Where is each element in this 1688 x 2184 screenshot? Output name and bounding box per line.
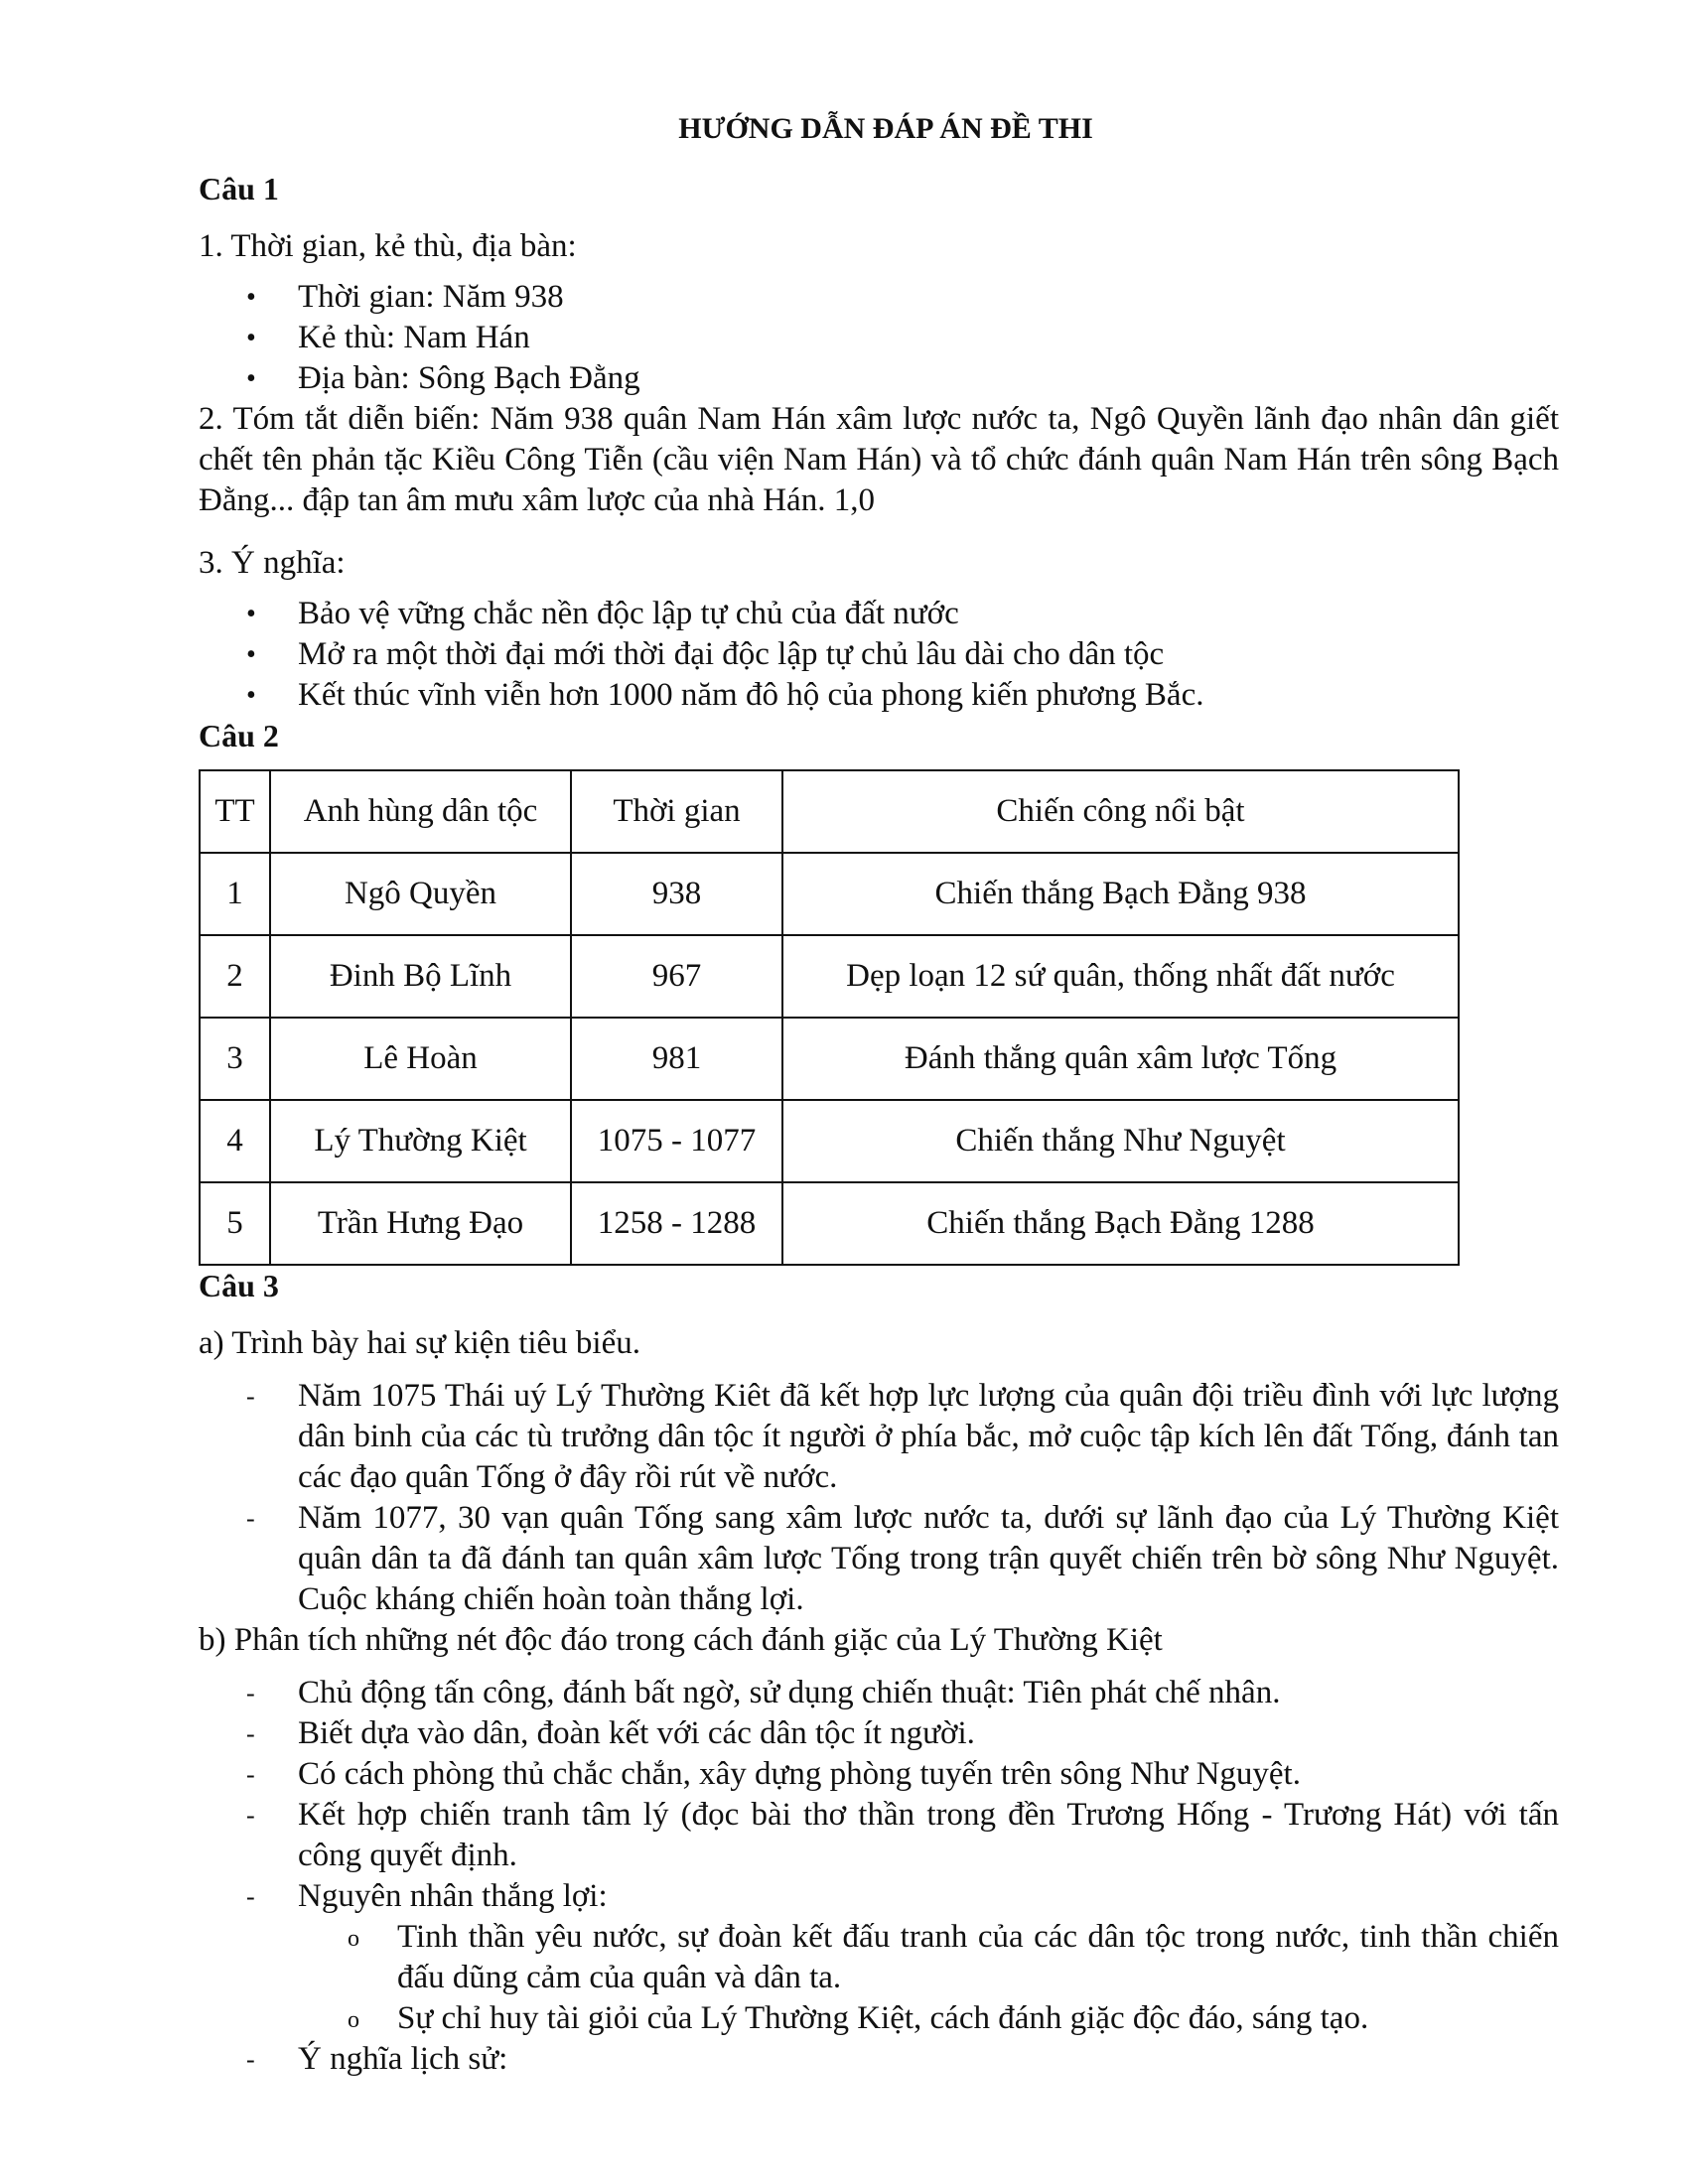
list-item: - Ý nghĩa lịch sử:	[199, 2039, 1559, 2080]
table-cell: Lê Hoàn	[270, 1018, 571, 1100]
table-header-row	[200, 770, 1459, 853]
table-cell: 967	[571, 935, 782, 1018]
q3-events-list	[199, 1376, 1559, 1620]
table-cell: Chiến thắng Bạch Đằng 938	[782, 853, 1459, 935]
table-cell: 938	[571, 853, 782, 935]
question-3-heading: Câu 3	[199, 1268, 279, 1303]
table-cell: 2	[200, 935, 270, 1018]
list-item: - Có cách phòng thủ chắc chắn, xây dựng phòng tuyến trên sông Như Nguyệt.	[199, 1754, 1559, 1795]
list-item: • Mở ra một thời đại mới thời đại độc lập tự chủ lâu dài cho dân tộc	[199, 634, 1559, 675]
q1-part1-text: 1. Thời gian, kẻ thù, địa bàn:	[199, 228, 577, 264]
q1-facts-list	[199, 277, 1559, 399]
column-header-hero: Anh hùng dân tộc	[270, 770, 571, 853]
column-header-achievement: Chiến công nổi bật	[782, 770, 1459, 853]
table-row	[200, 1182, 1459, 1265]
q1-part2-text: 2. Tóm tắt diễn biến: Năm 938 quân Nam Hán xâm lược nước ta, Ngô Quyền lãnh đạo nhân dân giết chết tên phản tặc Kiều Công Tiễn (cầu viện Nam Hán) và tổ chức đánh quân Nam Hán trên sông Bạch Đằng... đập tan âm mưu xâm lược của nhà Hán. 1,0	[199, 401, 1559, 518]
table-cell: Đánh thắng quân xâm lược Tống	[782, 1018, 1459, 1100]
list-item: • Địa bàn: Sông Bạch Đằng	[199, 358, 1559, 399]
document-title: HƯỚNG DẪN ĐÁP ÁN ĐỀ THI	[678, 112, 1093, 145]
table-cell: 3	[200, 1018, 270, 1100]
q3-part-a-title: a) Trình bày hai sự kiện tiêu biểu.	[199, 1325, 641, 1361]
reasons-label: Nguyên nhân thắng lợi:	[298, 1878, 608, 1914]
document-page	[199, 109, 1559, 2080]
table-row	[200, 853, 1459, 935]
list-item: - Kết hợp chiến tranh tâm lý (đọc bài thơ thần trong đền Trương Hống - Trương Hát) với tấn công quyết định.	[199, 1795, 1559, 1876]
table-cell: Lý Thường Kiệt	[270, 1100, 571, 1182]
list-item: • Kẻ thù: Nam Hán	[199, 318, 1559, 358]
table-cell: 1	[200, 853, 270, 935]
q1-part3-text: 3. Ý nghĩa:	[199, 545, 346, 581]
list-item: - Năm 1075 Thái uý Lý Thường Kiêt đã kết hợp lực lượng của quân đội triều đình với lực lượng dân binh của các tù trưởng dân tộc ít người ở phía bắc, mở cuộc tập kích lên đất Tống, đánh tan các đạo quân Tống ở đây rồi rút về nước.	[199, 1376, 1559, 1498]
column-header-tt: TT	[200, 770, 270, 853]
list-item: - Năm 1077, 30 vạn quân Tống sang xâm lược nước ta, dưới sự lãnh đạo của Lý Thường Kiệt quân dân ta đã đánh tan quân xâm lược Tống trong trận quyết chiến trên bờ sông Như Nguyệt. Cuộc kháng chiến hoàn toàn thắng lợi.	[199, 1498, 1559, 1620]
q3-reasons-list	[298, 1917, 1559, 2039]
q1-meaning-list	[199, 594, 1559, 716]
table-cell: 1075 - 1077	[571, 1100, 782, 1182]
list-item: • Bảo vệ vững chắc nền độc lập tự chủ của đất nước	[199, 594, 1559, 634]
table-row	[200, 1018, 1459, 1100]
table-cell: Ngô Quyền	[270, 853, 571, 935]
heroes-table	[199, 769, 1460, 1266]
table-cell: 4	[200, 1100, 270, 1182]
question-2-heading: Câu 2	[199, 718, 279, 753]
list-item: • Thời gian: Năm 938	[199, 277, 1559, 318]
q3-analysis-list	[199, 1673, 1559, 2080]
question-1-heading: Câu 1	[199, 171, 279, 206]
table-row	[200, 1100, 1459, 1182]
table-cell: 5	[200, 1182, 270, 1265]
list-item: - Chủ động tấn công, đánh bất ngờ, sử dụng chiến thuật: Tiên phát chế nhân.	[199, 1673, 1559, 1713]
list-item: o Sự chỉ huy tài giỏi của Lý Thường Kiệt, cách đánh giặc độc đáo, sáng tạo.	[298, 1998, 1559, 2039]
list-item: o Tinh thần yêu nước, sự đoàn kết đấu tranh của các dân tộc trong nước, tinh thần chiến đấu dũng cảm của quân và dân ta.	[298, 1917, 1559, 1998]
list-item: • Kết thúc vĩnh viễn hơn 1000 năm đô hộ của phong kiến phương Bắc.	[199, 675, 1559, 716]
table-cell: Chiến thắng Bạch Đằng 1288	[782, 1182, 1459, 1265]
table-cell: Chiến thắng Như Nguyệt	[782, 1100, 1459, 1182]
table-cell: 1258 - 1288	[571, 1182, 782, 1265]
table-cell: 981	[571, 1018, 782, 1100]
column-header-time: Thời gian	[571, 770, 782, 853]
table-cell: Dẹp loạn 12 sứ quân, thống nhất đất nước	[782, 935, 1459, 1018]
list-item	[199, 1876, 1559, 2039]
list-item: - Biết dựa vào dân, đoàn kết với các dân tộc ít người.	[199, 1713, 1559, 1754]
table-cell: Trần Hưng Đạo	[270, 1182, 571, 1265]
q3-part-b-title: b) Phân tích những nét độc đáo trong cách đánh giặc của Lý Thường Kiệt	[199, 1622, 1163, 1658]
table-row	[200, 935, 1459, 1018]
table-cell: Đinh Bộ Lĩnh	[270, 935, 571, 1018]
